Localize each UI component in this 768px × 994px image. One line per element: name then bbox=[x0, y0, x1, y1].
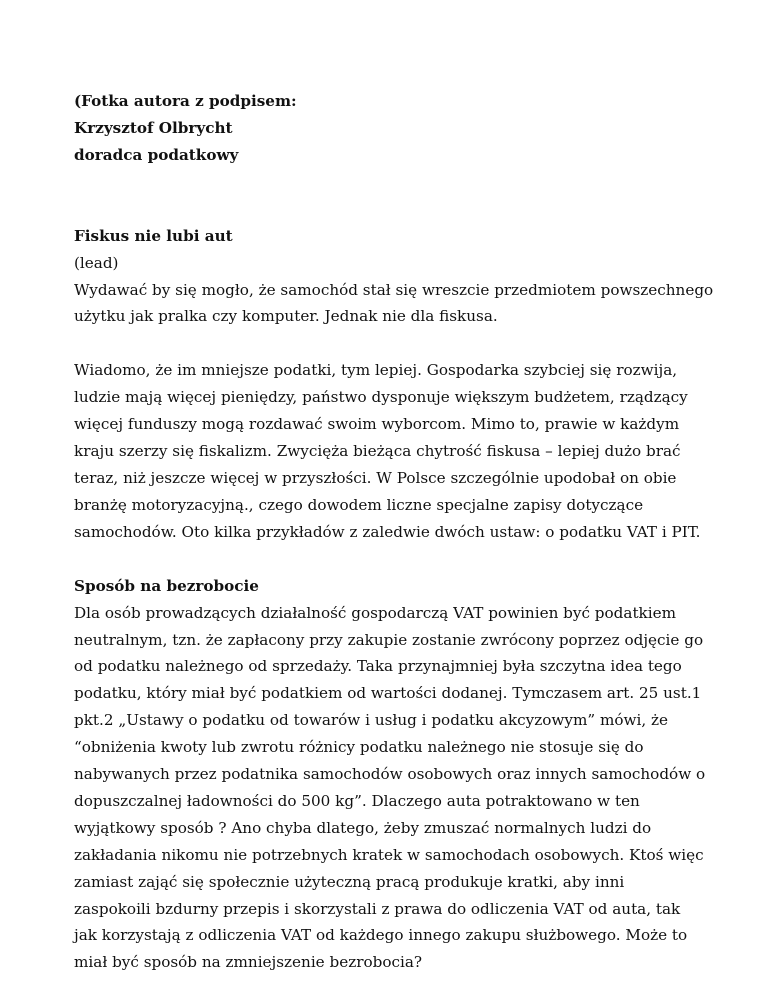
article-heading-block bbox=[74, 223, 714, 277]
spacer bbox=[74, 169, 714, 223]
author-role: doradca podatkowy bbox=[74, 145, 239, 164]
section-line: od podatku należnego od sprzedaży. Taka przynajmniej była szczytna idea tego bbox=[74, 657, 682, 676]
paragraph-line: ludzie mają więcej pieniędzy, państwo dysponuje większym budżetem, rządzący bbox=[74, 388, 688, 407]
section-title: Sposób na bezrobocie bbox=[74, 576, 259, 595]
section-line: neutralnym, tzn. że zapłacony przy zakupie zostanie zwrócony poprzez odjęcie go bbox=[74, 630, 704, 649]
lead-label: (lead) bbox=[74, 253, 119, 272]
section-line: zakładania nikomu nie potrzebnych kratek w samochodach osobowych. Ktoś więc bbox=[74, 845, 704, 864]
lead-paragraph bbox=[74, 277, 714, 331]
paragraph-line: kraju szerzy się fiskalizm. Zwycięża bieżąca chytrość fiskusa – lepiej dużo brać bbox=[74, 442, 681, 461]
spacer bbox=[74, 546, 714, 573]
section-line: dopuszczalnej ładowności do 500 kg”. Dlaczego auta potraktowano w ten bbox=[74, 791, 640, 810]
section-line: podatku, który miał być podatkiem od wartości dodanej. Tymczasem art. 25 ust.1 bbox=[74, 684, 702, 703]
section-line: jak korzystają z odliczenia VAT od każdego innego zakupu służbowego. Może to bbox=[74, 926, 688, 945]
section-line: nabywanych przez podatnika samochodów osobowych oraz innych samochodów o bbox=[74, 765, 706, 784]
author-name: Krzysztof Olbrycht bbox=[74, 118, 233, 137]
paragraph-line: więcej funduszy mogą rozdawać swoim wyborcom. Mimo to, prawie w każdym bbox=[74, 415, 680, 434]
section-line: zaspokoili bzdurny przepis i skorzystali z prawa do odliczenia VAT od auta, tak bbox=[74, 899, 681, 918]
body-paragraph-1 bbox=[74, 357, 714, 545]
spacer bbox=[74, 330, 714, 357]
document-page bbox=[74, 88, 714, 976]
lead-line: użytku jak pralka czy komputer. Jednak nie dla fiskusa. bbox=[74, 307, 498, 326]
paragraph-line: Wiadomo, że im mniejsze podatki, tym lepiej. Gospodarka szybciej się rozwija, bbox=[74, 361, 678, 380]
section-line: wyjątkowy sposób ? Ano chyba dlatego, żeby zmuszać normalnych ludzi do bbox=[74, 818, 652, 837]
lead-line: Wydawać by się mogło, że samochód stał się wreszcie przedmiotem powszechnego bbox=[74, 280, 714, 299]
section-line: Dla osób prowadzących działalność gospodarczą VAT powinien być podatkiem bbox=[74, 603, 677, 622]
section-line: “obniżenia kwoty lub zwrotu różnicy podatku należnego nie stosuje się do bbox=[74, 738, 644, 757]
paragraph-line: branżę motoryzacyjną., czego dowodem liczne specjalne zapisy dotyczące bbox=[74, 495, 644, 514]
section-line: miał być sposób na zmniejszenie bezrobocia? bbox=[74, 953, 423, 972]
section-bezrobocie bbox=[74, 573, 714, 977]
section-line: zamiast zająć się społecznie użyteczną pracą produkuje kratki, aby inni bbox=[74, 872, 625, 891]
section-line: pkt.2 „Ustawy o podatku od towarów i usług i podatku akcyzowym” mówi, że bbox=[74, 711, 668, 730]
caption-note: (Fotka autora z podpisem: bbox=[74, 92, 297, 110]
author-photo-caption bbox=[74, 88, 714, 169]
article-title: Fiskus nie lubi aut bbox=[74, 226, 233, 245]
paragraph-line: teraz, niż jeszcze więcej w przyszłości. W Polsce szczególnie upodobał on obie bbox=[74, 468, 677, 487]
paragraph-line: samochodów. Oto kilka przykładów z zaledwie dwóch ustaw: o podatku VAT i PIT. bbox=[74, 522, 701, 541]
